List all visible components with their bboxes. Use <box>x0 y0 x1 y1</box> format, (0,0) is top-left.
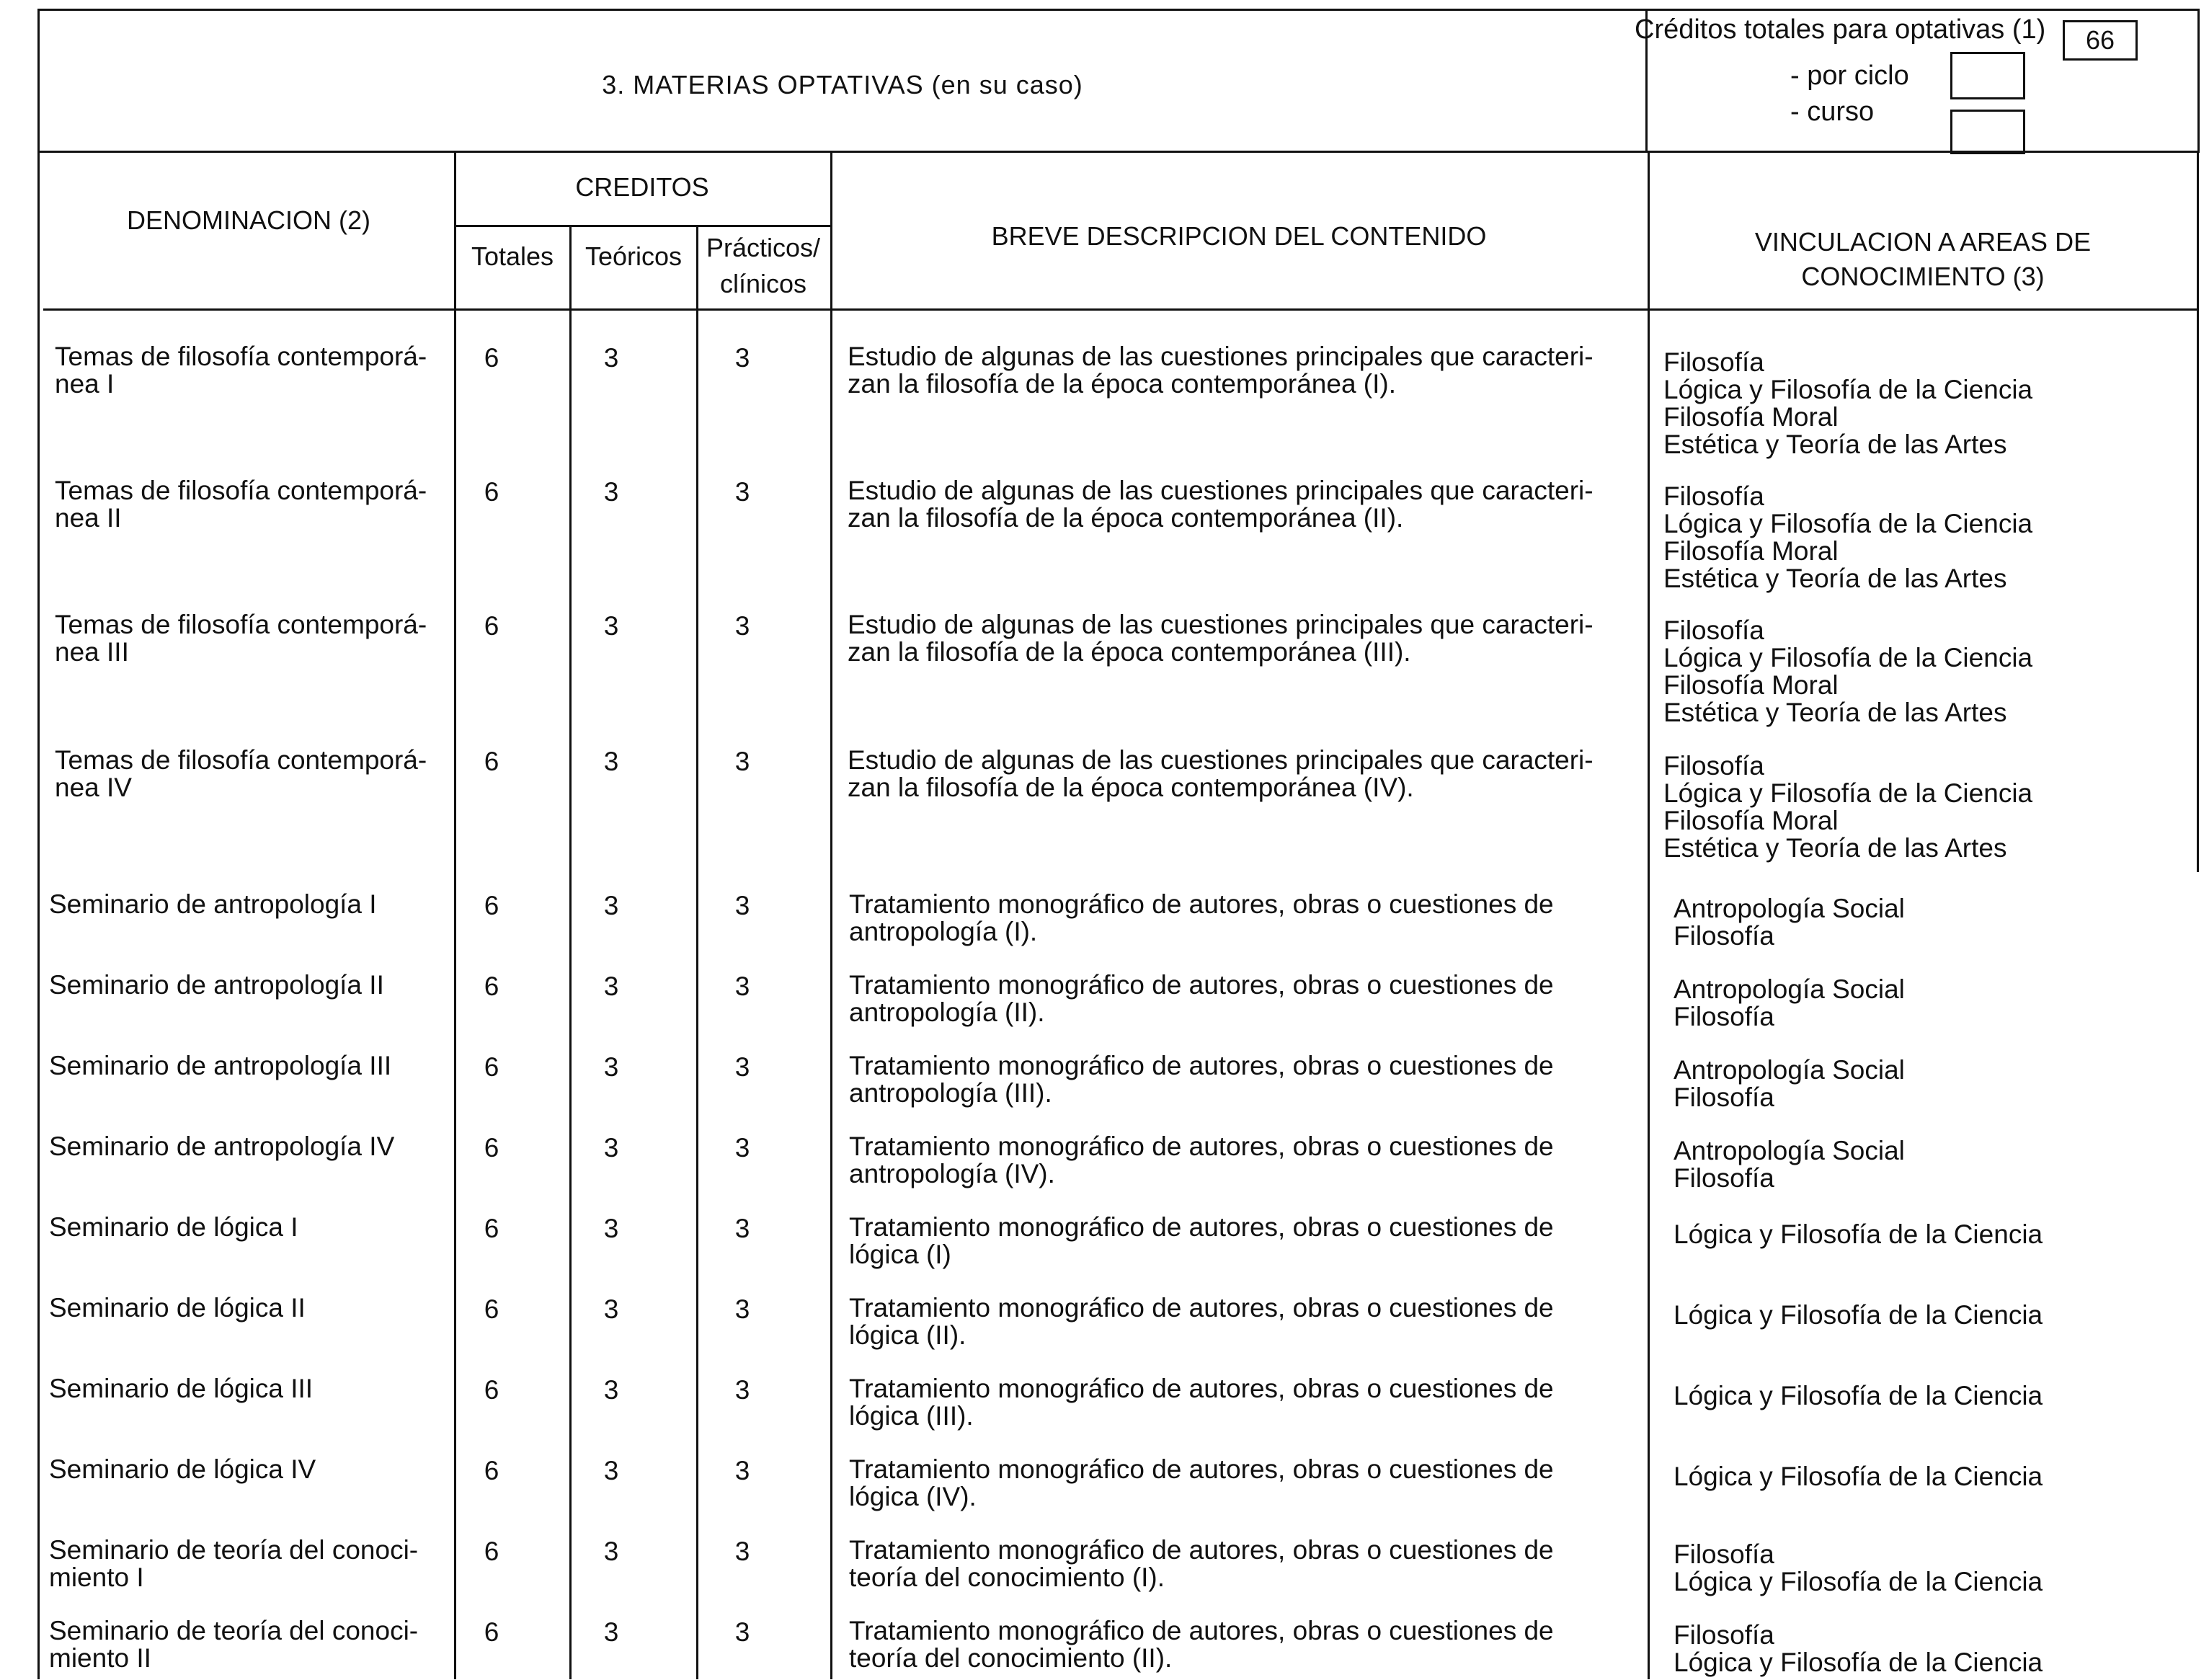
row-description-line-1: Estudio de algunas de las cuestiones principales que caracteri- <box>848 610 1594 639</box>
row-name-line-1: Seminario de lógica II <box>49 1293 306 1323</box>
row-totales: 6 <box>484 477 499 507</box>
row-description-line-1: Tratamiento monográfico de autores, obras o cuestiones de <box>849 1293 1554 1323</box>
row-description-line-1: Tratamiento monográfico de autores, obras o cuestiones de <box>849 1535 1554 1565</box>
row-name-line-2: nea III <box>55 637 129 667</box>
curso-label: - curso <box>1790 97 1875 127</box>
row-area-item: Filosofía <box>1674 1163 1774 1193</box>
col-header-totales: Totales <box>471 241 554 271</box>
row-description-line-1: Estudio de algunas de las cuestiones principales que caracteri- <box>848 745 1594 775</box>
row-name-line-1: Seminario de antropología III <box>49 1051 392 1080</box>
col-header-vinculacion-1: VINCULACION A AREAS DE <box>1754 227 2092 257</box>
row-name-line-2: nea IV <box>55 773 132 802</box>
row-description-line-1: Tratamiento monográfico de autores, obras o cuestiones de <box>849 1051 1554 1080</box>
row-totales: 6 <box>484 1537 499 1566</box>
row-practicos: 3 <box>734 747 750 776</box>
row-area-item: Filosofía <box>1674 1539 1774 1569</box>
row-area-item: Lógica y Filosofía de la Ciencia <box>1663 778 2033 808</box>
row-name-line-1: Seminario de antropología IV <box>49 1132 395 1161</box>
row-area-item: Filosofía Moral <box>1663 670 1839 700</box>
row-teoricos: 3 <box>603 1214 619 1243</box>
row-name-line-1: Seminario de teoría del conoci- <box>49 1616 419 1645</box>
row-totales: 6 <box>484 891 499 920</box>
row-name-line-1: Seminario de antropología I <box>49 889 377 919</box>
row-area-item: Filosofía Moral <box>1663 536 1839 566</box>
row-practicos: 3 <box>734 1375 750 1405</box>
row-area-item: Estética y Teoría de las Artes <box>1663 564 2007 593</box>
row-name-line-1: Temas de filosofía contemporá- <box>55 476 427 505</box>
row-practicos: 3 <box>734 343 750 373</box>
row-practicos: 3 <box>734 972 750 1001</box>
row-teoricos: 3 <box>603 1052 619 1082</box>
col-header-practicos-1: Prácticos/ <box>706 233 821 262</box>
row-teoricos: 3 <box>603 343 619 373</box>
row-totales: 6 <box>484 1375 499 1405</box>
row-practicos: 3 <box>734 1294 750 1324</box>
row-name-line-1: Temas de filosofía contemporá- <box>55 342 427 371</box>
row-totales: 6 <box>484 1133 499 1163</box>
row-name-line-1: Temas de filosofía contemporá- <box>55 745 427 775</box>
row-teoricos: 3 <box>603 1294 619 1324</box>
row-name-line-2: nea II <box>55 503 122 533</box>
row-teoricos: 3 <box>603 1537 619 1566</box>
row-area-item: Estética y Teoría de las Artes <box>1663 833 2007 863</box>
row-teoricos: 3 <box>603 1133 619 1163</box>
row-description-line-2: teoría del conocimiento (I). <box>849 1563 1165 1592</box>
row-area-item: Antropología Social <box>1674 974 1905 1004</box>
row-name-line-2: miento II <box>49 1643 151 1673</box>
row-description-line-1: Tratamiento monográfico de autores, obras o cuestiones de <box>849 1374 1554 1403</box>
row-totales: 6 <box>484 611 499 641</box>
row-area-item: Filosofía <box>1663 751 1764 781</box>
row-description-line-1: Estudio de algunas de las cuestiones principales que caracteri- <box>848 476 1594 505</box>
row-area-item: Filosofía <box>1674 1002 1774 1031</box>
creditos-totales-label: Créditos totales para optativas (1) <box>1635 14 2046 45</box>
row-area-item: Filosofía <box>1674 1620 1774 1650</box>
row-area-item: Lógica y Filosofía de la Ciencia <box>1674 1648 2043 1677</box>
row-practicos: 3 <box>734 1617 750 1647</box>
row-practicos: 3 <box>734 1456 750 1485</box>
row-practicos: 3 <box>734 477 750 507</box>
row-totales: 6 <box>484 1214 499 1243</box>
row-name-line-2: nea I <box>55 369 115 399</box>
row-practicos: 3 <box>734 1214 750 1243</box>
row-teoricos: 3 <box>603 891 619 920</box>
col-header-vinculacion-2: CONOCIMIENTO (3) <box>1801 262 2045 291</box>
col-header-denominacion: DENOMINACION (2) <box>126 205 370 235</box>
row-area-item: Antropología Social <box>1674 1136 1905 1165</box>
row-teoricos: 3 <box>603 611 619 641</box>
row-description-line-2: antropología (II). <box>849 997 1045 1027</box>
row-totales: 6 <box>484 343 499 373</box>
row-teoricos: 3 <box>603 477 619 507</box>
row-description-line-2: lógica (IV). <box>849 1482 977 1511</box>
row-description-line-1: Tratamiento monográfico de autores, obras o cuestiones de <box>849 1212 1554 1242</box>
row-area-item: Filosofía <box>1674 921 1774 951</box>
row-description-line-2: lógica (III). <box>849 1401 974 1431</box>
row-description-line-1: Tratamiento monográfico de autores, obras o cuestiones de <box>849 1132 1554 1161</box>
row-description-line-1: Tratamiento monográfico de autores, obras o cuestiones de <box>849 889 1554 919</box>
row-area-item: Lógica y Filosofía de la Ciencia <box>1663 509 2033 538</box>
row-area-item: Lógica y Filosofía de la Ciencia <box>1674 1567 2043 1596</box>
col-header-creditos: CREDITOS <box>575 172 709 202</box>
row-name-line-1: Temas de filosofía contemporá- <box>55 610 427 639</box>
row-area-item: Lógica y Filosofía de la Ciencia <box>1663 375 2033 404</box>
row-practicos: 3 <box>734 611 750 641</box>
row-totales: 6 <box>484 1294 499 1324</box>
row-description-line-1: Tratamiento monográfico de autores, obras o cuestiones de <box>849 1616 1554 1645</box>
row-practicos: 3 <box>734 1052 750 1082</box>
row-area-item: Estética y Teoría de las Artes <box>1663 698 2007 727</box>
row-teoricos: 3 <box>603 747 619 776</box>
row-description-line-2: lógica (I) <box>849 1240 951 1269</box>
row-name-line-1: Seminario de antropología II <box>49 970 384 1000</box>
row-area-item: Lógica y Filosofía de la Ciencia <box>1674 1381 2043 1410</box>
row-totales: 6 <box>484 1456 499 1485</box>
col-header-teoricos: Teóricos <box>585 241 683 271</box>
row-practicos: 3 <box>734 891 750 920</box>
creditos-totales-box: 66 <box>2063 20 2138 61</box>
row-description-line-1: Tratamiento monográfico de autores, obras o cuestiones de <box>849 970 1554 1000</box>
row-description-line-2: zan la filosofía de la época contemporánea (IV). <box>848 773 1414 802</box>
row-area-item: Filosofía <box>1663 481 1764 511</box>
row-description-line-2: antropología (I). <box>849 917 1038 946</box>
row-description-line-2: zan la filosofía de la época contemporánea (II). <box>848 503 1404 533</box>
row-area-item: Filosofía Moral <box>1663 402 1839 432</box>
row-totales: 6 <box>484 747 499 776</box>
row-practicos: 3 <box>734 1133 750 1163</box>
row-area-item: Lógica y Filosofía de la Ciencia <box>1674 1300 2043 1330</box>
row-description-line-2: zan la filosofía de la época contemporánea (I). <box>848 369 1397 399</box>
row-totales: 6 <box>484 972 499 1001</box>
row-teoricos: 3 <box>603 1375 619 1405</box>
row-area-item: Estética y Teoría de las Artes <box>1663 430 2007 459</box>
por-ciclo-label: - por ciclo <box>1790 61 1909 91</box>
col-header-practicos-2: clínicos <box>719 269 807 298</box>
row-area-item: Filosofía Moral <box>1663 806 1839 835</box>
row-name-line-1: Seminario de lógica III <box>49 1374 314 1403</box>
row-description-line-1: Tratamiento monográfico de autores, obras o cuestiones de <box>849 1454 1554 1484</box>
row-name-line-1: Seminario de lógica IV <box>49 1454 316 1484</box>
row-description-line-2: antropología (IV). <box>849 1159 1055 1188</box>
row-name-line-1: Seminario de lógica I <box>49 1212 298 1242</box>
row-teoricos: 3 <box>603 972 619 1001</box>
row-area-item: Antropología Social <box>1674 894 1905 923</box>
row-area-item: Filosofía <box>1663 615 1764 645</box>
row-teoricos: 3 <box>603 1456 619 1485</box>
row-name-line-2: miento I <box>49 1563 144 1592</box>
row-area-item: Antropología Social <box>1674 1055 1905 1085</box>
row-description-line-2: teoría del conocimiento (II). <box>849 1643 1173 1673</box>
row-area-item: Lógica y Filosofía de la Ciencia <box>1674 1219 2043 1249</box>
row-description-line-1: Estudio de algunas de las cuestiones principales que caracteri- <box>848 342 1594 371</box>
row-teoricos: 3 <box>603 1617 619 1647</box>
row-area-item: Lógica y Filosofía de la Ciencia <box>1674 1462 2043 1491</box>
col-header-descripcion: BREVE DESCRIPCION DEL CONTENIDO <box>991 221 1487 251</box>
row-totales: 6 <box>484 1052 499 1082</box>
row-description-line-2: antropología (III). <box>849 1078 1052 1108</box>
row-practicos: 3 <box>734 1537 750 1566</box>
page-title: 3. MATERIAS OPTATIVAS (en su caso) <box>602 70 1083 99</box>
row-area-item: Filosofía <box>1663 347 1764 377</box>
row-name-line-1: Seminario de teoría del conoci- <box>49 1535 419 1565</box>
row-area-item: Lógica y Filosofía de la Ciencia <box>1663 643 2033 672</box>
row-description-line-2: lógica (II). <box>849 1320 966 1350</box>
row-description-line-2: zan la filosofía de la época contemporánea (III). <box>848 637 1411 667</box>
row-totales: 6 <box>484 1617 499 1647</box>
row-area-item: Filosofía <box>1674 1083 1774 1112</box>
